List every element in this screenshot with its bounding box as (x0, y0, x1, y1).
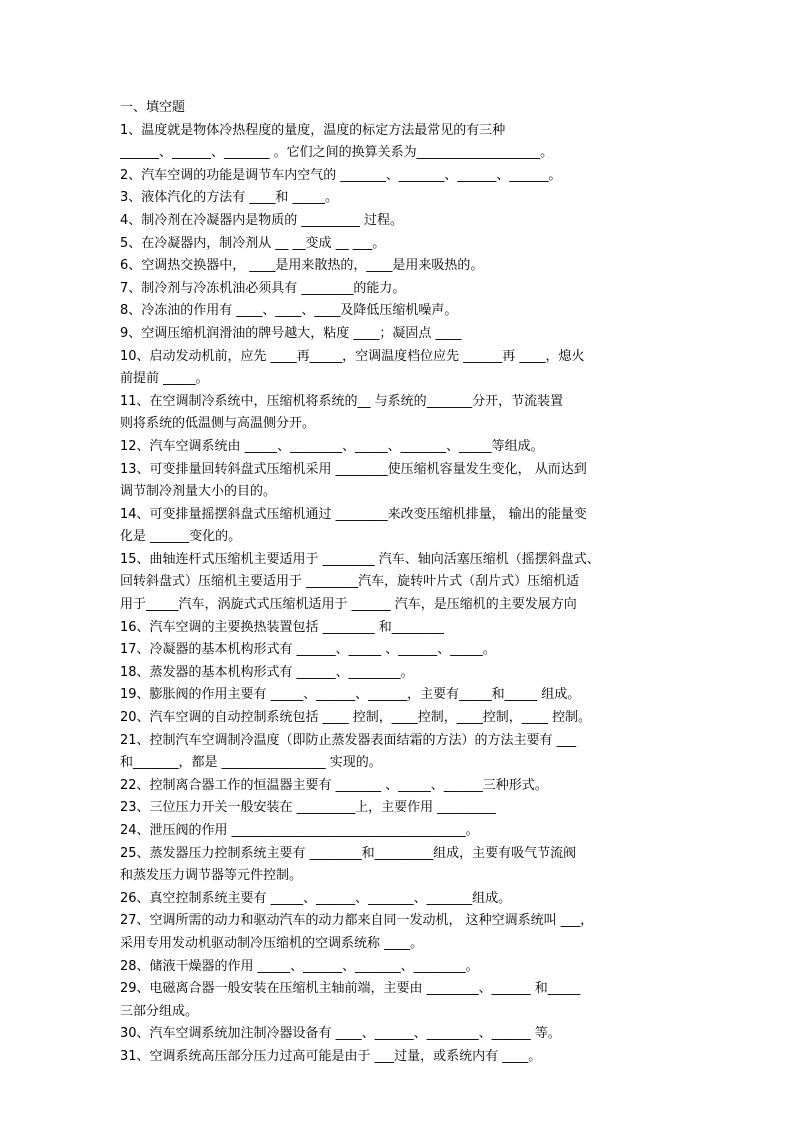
question-line: 23、三位压力开关一般安装在 _________上，主要作用 _________ (120, 800, 496, 816)
question-line: 三部分组成。 (120, 1003, 199, 1019)
question-line: 16、汽车空调的主要换热装置包括 ________ 和________ (120, 619, 444, 635)
section-heading: 一、填空题 (120, 100, 186, 115)
question-line: 31、空调系统高压部分压力过高可能是由于 ___过量，或系统内有 ____。 (120, 1048, 542, 1064)
question-line: 7、制冷剂与冷冻机油必须具有 ________的能力。 (120, 280, 406, 296)
question-line: 6、空调热交换器中， ____是用来散热的，____是用来吸热的。 (120, 258, 484, 274)
question-line: 14、可变排量摇摆斜盘式压缩机通过 ________来改变压缩机排量， 输出的能量变 (120, 506, 587, 522)
question-line: 17、冷凝器的基本机构形式有 ______、_____ 、______、_____。 (120, 642, 496, 658)
question-line: 18、蒸发器的基本机构形式有 ______、________。 (120, 664, 414, 680)
question-line: 25、蒸发器压力控制系统主要有 ________和_________组成，主要有吸气节流阀 (120, 845, 577, 861)
question-line: 前提前 _____。 (120, 371, 209, 387)
question-line: 3、液体汽化的方法有 ____和 _____。 (120, 190, 339, 206)
question-line: 28、储液干燥器的作用 _____、______、_______、________。 (120, 958, 479, 974)
question-line: 12、汽车空调系统由 _____、________、_____、_______、_____等组成。 (120, 438, 544, 454)
question-line: 11、在空调制冷系统中，压缩机将系统的__ 与系统的_______分开，节流装置 (120, 393, 564, 409)
question-line: 10、启动发动机前，应先 ____再_____，空调温度档位应先 ______再 ____，熄火 (120, 348, 585, 364)
question-line: 15、曲轴连杆式压缩机主要适用于 ________ 汽车、轴向活塞压缩机（摇摆斜盘式、 (120, 551, 600, 567)
question-line: 21、控制汽车空调制冷温度（即防止蒸发器表面结霜的方法）的方法主要有 ___ (120, 732, 577, 748)
question-line: 和_______，都是 ________________ 实现的。 (120, 755, 382, 771)
question-line: 22、控制离合器工作的恒温器主要有 _______ 、_____、______三种形式。 (120, 777, 548, 793)
question-line: 调节制冷剂量大小的目的。 (120, 484, 277, 500)
question-line: 1、温度就是物体冷热程度的量度，温度的标定方法最常见的有三种 (120, 122, 506, 138)
document-page (120, 99, 680, 1071)
question-line: 24、泄压阀的作用 ____________________________________。 (120, 823, 479, 838)
question-line: 和蒸发压力调节器等元件控制。 (120, 868, 303, 884)
question-line: 化是 ______变化的。 (120, 529, 242, 545)
question-line: 13、可变排量回转斜盘式压缩机采用 ________使压缩机容量发生变化， 从而达到 (120, 461, 587, 477)
question-line: 用于_____汽车，涡旋式式压缩机适用于 ______ 汽车，是压缩机的主要发展方向 (120, 597, 577, 613)
question-line: ______、______、_______ 。它们之间的换算关系为___________________。 (120, 145, 554, 161)
question-line: 27、空调所需的动力和驱动汽车的动力都来自同一发动机， 这种空调系统叫 ___， (120, 913, 594, 929)
question-line: 2、汽车空调的功能是调节车内空气的 _______、_______、______、______。 (120, 167, 562, 183)
question-line: 30、汽车空调系统加注制冷器设备有 ____、______、________、______ 等。 (120, 1026, 561, 1042)
question-line: 26、真空控制系统主要有 _____、______、_______、_______组成。 (120, 890, 512, 906)
question-line: 20、汽车空调的自动控制系统包括 ____ 控制，____控制，____控制，____ 控制。 (120, 710, 591, 726)
question-line: 9、空调压缩机润滑油的牌号越大，粘度 ____；凝固点 ____ (120, 325, 462, 341)
question-line: 4、制冷剂在冷凝器内是物质的 _________ 过程。 (120, 212, 404, 228)
question-line: 8、冷冻油的作用有 ____、____、____及降低压缩机噪声。 (120, 303, 458, 319)
question-line: 5、在冷凝器内，制冷剂从 __ __变成 __ ___。 (120, 235, 386, 251)
question-line: 19、膨胀阀的作用主要有 _____、______、______，主要有_____和_____ 组成。 (120, 687, 581, 703)
question-line: 则将系统的低温侧与高温侧分开。 (120, 416, 316, 432)
question-line: 采用专用发动机驱动制冷压缩机的空调系统称 ____。 (120, 935, 424, 951)
question-line: 回转斜盘式）压缩机主要适用于 ________汽车，旋转叶片式（刮片式）压缩机适 (120, 574, 580, 590)
question-line: 29、电磁离合器一般安装在压缩机主轴前端，主要由 ________、______ 和_____ (120, 981, 581, 997)
